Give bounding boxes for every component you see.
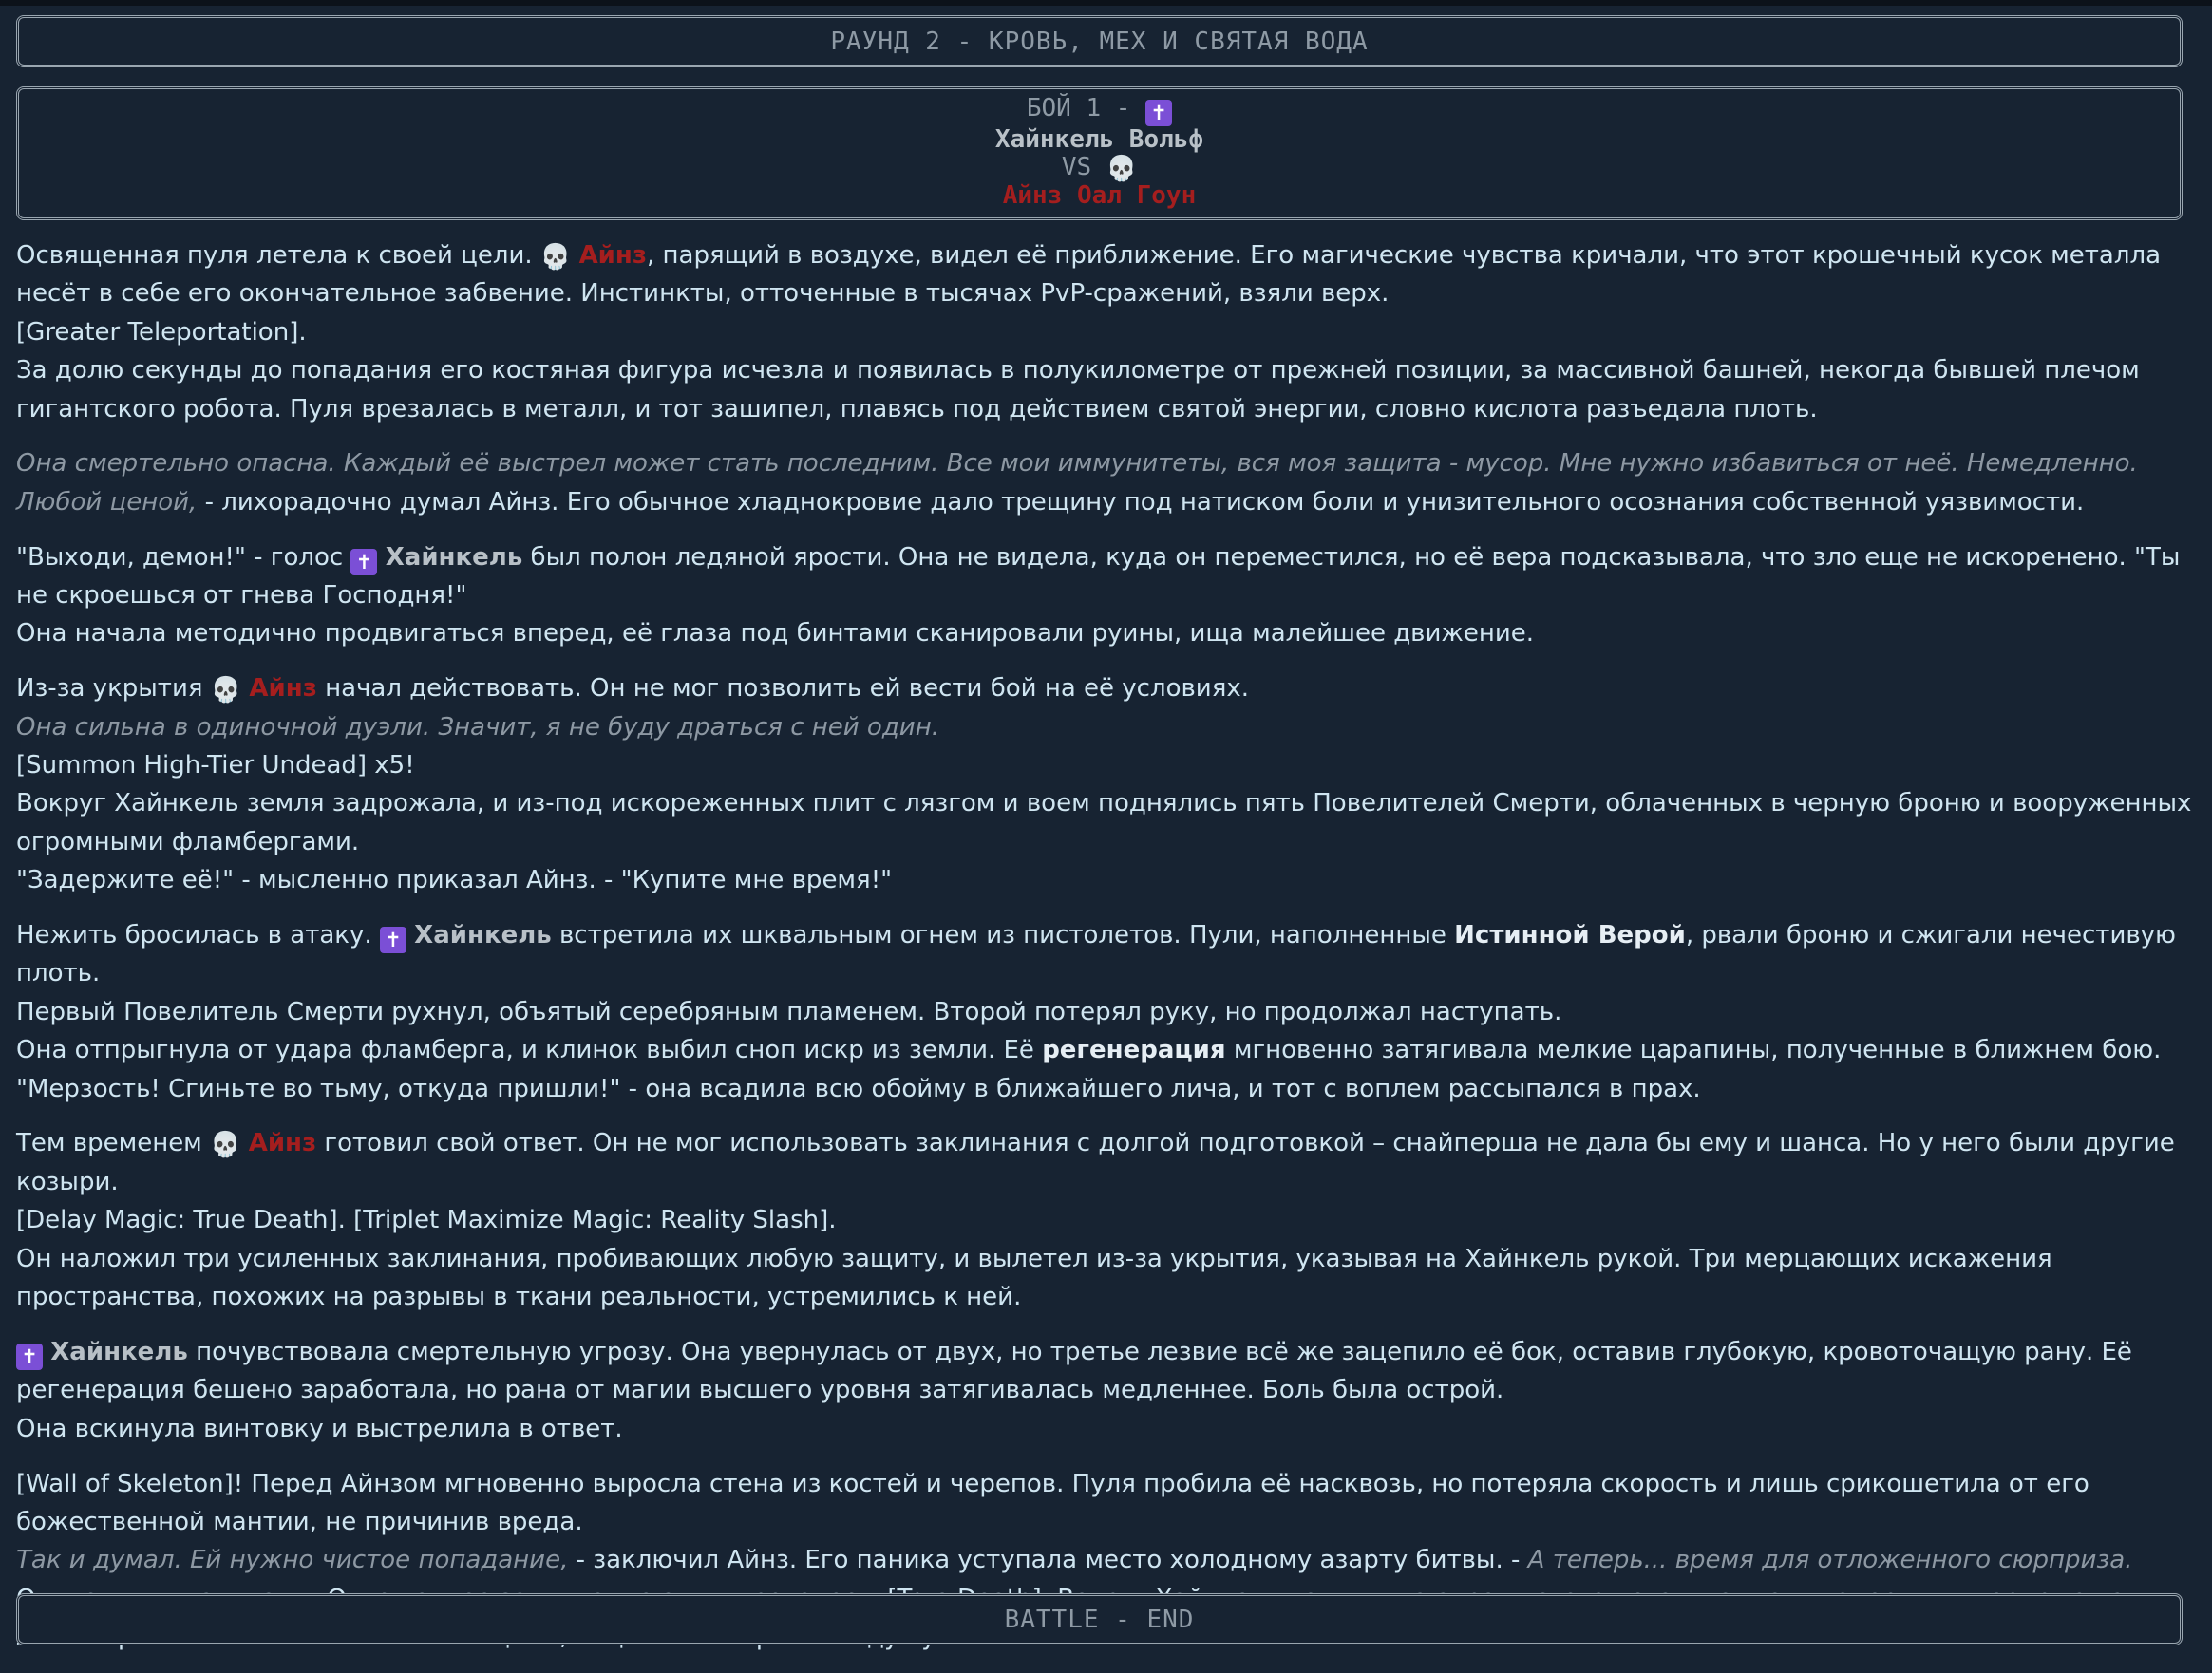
story-text: Вокруг Хайнкель земля задрожала, и из-под искореженных плит с лязгом и воем поднялись пять Повелителей Смерти, облаченных в черную броню и вооруженных огромными фламбергами. bbox=[16, 789, 2192, 856]
story-text: был полон ледяной ярости. Она не видела, куда он переместился, но её вера подсказывала, что зло еще не искоренено. "Ты не скроешься от гнева Господня!" bbox=[16, 542, 2181, 611]
story-text: Она вскинула винтовку и выстрелила в ответ. bbox=[16, 1414, 623, 1443]
round-header bbox=[16, 15, 2183, 67]
story-paragraph bbox=[16, 1124, 2201, 1316]
story-text: мгновенно затягивала мелкие царапины, полученные в ближнем бою. bbox=[1233, 1036, 2162, 1065]
story-text: встретила их шквальным огнем из пистолетов. Пули, наполненные bbox=[558, 921, 1446, 950]
emphasis-text: Истинной Верой bbox=[1454, 921, 1686, 950]
story-paragraph bbox=[16, 538, 2201, 653]
cross-icon: ✝ bbox=[380, 927, 406, 953]
battle-end-footer bbox=[16, 1593, 2183, 1645]
cross-icon: ✝ bbox=[350, 549, 377, 575]
story-paragraph bbox=[16, 916, 2201, 1108]
vs-line bbox=[19, 154, 2180, 182]
story-text: Она отпрыгнула от удара фламберга, и клинок выбил сноп искр из земли. Её bbox=[16, 1036, 1034, 1065]
emphasis-text: регенерация bbox=[1042, 1036, 1226, 1065]
end-label: BATTLE - END bbox=[1004, 1606, 1195, 1634]
thought-text: Она смертельно опасна. Каждый её выстрел может стать последним. Все мои иммунитеты, вся моя защита - мусор. Мне нужно избавиться от неё. Немедленно. Любой ценой, bbox=[16, 449, 2138, 517]
skull-icon: 💀 bbox=[539, 243, 572, 272]
story-text: За долю секунды до попадания его костяная фигура исчезла и появилась в полукилометре от прежней позиции, за массивной башней, некогда бывшей плечом гигантского робота. Пуля врезалась в металл, и тот зашипел, плавясь под действием святой энергии, словно кислота разъедала плоть. bbox=[16, 356, 2140, 423]
hero-tag: Хайнкель bbox=[414, 921, 552, 950]
top-edge bbox=[0, 0, 2212, 6]
cross-icon: ✝ bbox=[16, 1344, 43, 1370]
spell-text: [Summon High-Tier Undead] x5! bbox=[16, 751, 415, 780]
thought-text: Она сильна в одиночной дуэли. Значит, я не буду драться с ней один. bbox=[16, 712, 939, 742]
story-text: Она начала методично продвигаться вперед, её глаза под бинтами сканировали руины, ища малейшее движение. bbox=[16, 619, 1534, 649]
fight-title: БОЙ 1 - bbox=[1026, 94, 1131, 122]
story-paragraph bbox=[16, 236, 2201, 428]
story-text: Освященная пуля летела к своей цели. bbox=[16, 241, 533, 270]
story-text: "Мерзость! Сгиньте во тьму, откуда пришли!" - она всадила всю обойму в ближайшего лича, и тот с воплем рассыпался в прах. bbox=[16, 1074, 1701, 1103]
thought-text: Так и думал. Ей нужно чистое попадание, bbox=[16, 1546, 569, 1575]
cross-icon: ✝ bbox=[1145, 100, 1172, 126]
thought-text: А теперь... время для отложенного сюрприза. bbox=[1527, 1546, 2133, 1575]
story-text: готовил свой ответ. Он не мог использовать заклинания с долгой подготовкой – снайперша не дала бы ему и шанса. Но у него были другие козыри. bbox=[16, 1129, 2175, 1196]
skull-icon: 💀 bbox=[210, 1131, 241, 1160]
story-text: почувствовала смертельную угрозу. Она увернулась от двух, но третье лезвие всё же зацепило её бок, оставив глубокую, кровоточащую рану. Её регенерация бешено заработала, но рана от магии высшего уровня затягивалась медленнее. Боль была острой. bbox=[16, 1337, 2132, 1405]
spell-text: [Greater Teleportation]. bbox=[16, 317, 307, 347]
story-text: , парящий в воздухе, видел её приближение. Его магические чувства кричали, что этот крошечный кусок металла несёт в себе его окончательное забвение. Инстинкты, отточенные в тысячах PvP-сражений, взяли верх. bbox=[16, 241, 2162, 309]
story-text: [Wall of Skeleton]! Перед Айнзом мгновенно выросла стена из костей и черепов. Пуля пробила её насквозь, но потеряла скорость и лишь срикошетила от его божественной мантии, не причинив вреда. bbox=[16, 1469, 2089, 1536]
villain-name: Айнз Оал Гоун bbox=[1002, 181, 1197, 210]
hero-tag: Хайнкель bbox=[50, 1337, 188, 1366]
villain-tag: Айнз bbox=[249, 674, 317, 704]
story-paragraph bbox=[16, 1333, 2201, 1448]
hero-name: Хайнкель Вольф bbox=[994, 125, 1204, 154]
villain-tag: Айнз bbox=[248, 1129, 317, 1158]
story-text: "Задержите её!" - мысленно приказал Айнз. - "Купите мне время!" bbox=[16, 866, 893, 895]
fight-title-line bbox=[19, 95, 2180, 126]
story-text: Нежить бросилась в атаку. bbox=[16, 921, 372, 950]
skull-icon: 💀 bbox=[210, 676, 242, 705]
vs-label: VS bbox=[1061, 153, 1092, 181]
skull-icon: 💀 bbox=[1106, 155, 1138, 183]
story-text: Тем временем bbox=[16, 1129, 202, 1158]
story-text: Он наложил три усиленных заклинания, пробивающих любую защиту, и вылетел из-за укрытия, указывая на Хайнкель рукой. Три мерцающих искажения пространства, похожих на разрывы в ткани реальности, устремились к ней. bbox=[16, 1244, 2052, 1312]
story-text: - заключил Айнз. Его паника уступала место холодному азарту битвы. - bbox=[568, 1546, 1528, 1575]
story-text: "Выходи, демон!" - голос bbox=[16, 542, 344, 572]
story-text: Из-за укрытия bbox=[16, 674, 203, 704]
hero-tag: Хайнкель bbox=[385, 542, 523, 572]
villain-tag: Айнз bbox=[578, 241, 647, 270]
story-paragraph bbox=[16, 444, 2201, 521]
round-title: РАУНД 2 - КРОВЬ, МЕХ И СВЯТАЯ ВОДА bbox=[830, 28, 1369, 56]
story-paragraph bbox=[16, 669, 2201, 899]
fight-header bbox=[16, 86, 2183, 220]
story-text: , рвали броню и сжигали нечестивую плоть. bbox=[16, 921, 2176, 988]
battle-story bbox=[16, 236, 2201, 1673]
spell-text: [Delay Magic: True Death]. [Triplet Maximize Magic: Reality Slash]. bbox=[16, 1206, 837, 1235]
story-text: начал действовать. Он не мог позволить ей вести бой на её условиях. bbox=[325, 674, 1249, 704]
story-text: - лихорадочно думал Айнз. Его обычное хладнокровие дало трещину под натиском боли и унизительного осознания собственной уязвимости. bbox=[197, 487, 2085, 517]
story-text: Первый Повелитель Смерти рухнул, объятый серебряным пламенем. Второй потерял руку, но продолжал наступать. bbox=[16, 997, 1562, 1026]
